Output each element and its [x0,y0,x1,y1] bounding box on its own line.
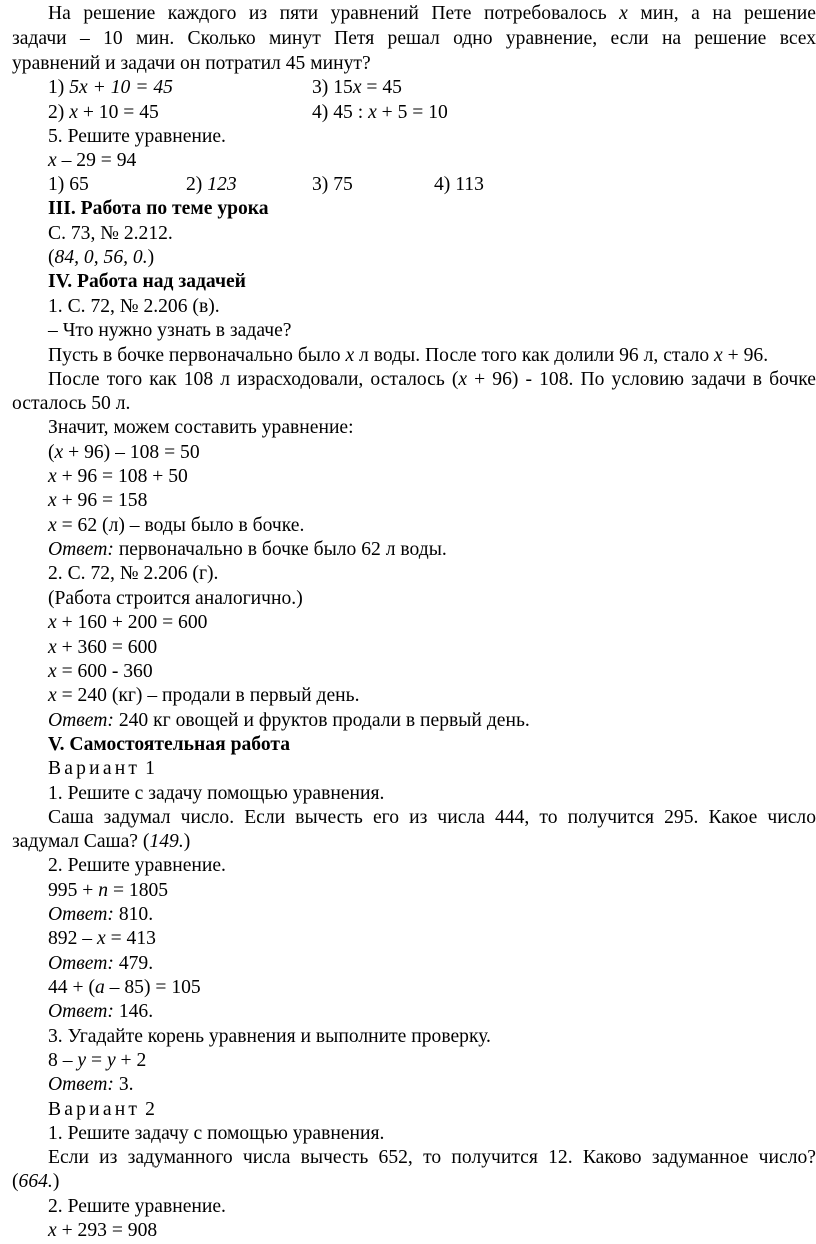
problem4-line1: На решение каждого из пяти уравнений Пете потребовалось x мин, а на решение [48,3,816,24]
section4-text3: осталось 50 л. [12,393,131,414]
problem4-option-3: 3) 15x = 45 [312,77,402,98]
variant1-eq4: 8 – y = y + 2 [48,1050,147,1071]
variant2-task2: 2. Решите уравнение. [48,1196,226,1217]
variant1-ans1: Ответ: 810. [48,904,154,925]
problem5-equation: x – 29 = 94 [48,150,137,171]
problem4-line2: задачи – 10 мин. Сколько минут Петя решал одно уравнение, если на решение всех [12,28,816,49]
problem5-option-2: 2) 123 [186,174,237,195]
variant1-eq2: 892 – x = 413 [48,928,156,949]
problem5-option-3: 3) 75 [312,174,353,195]
section5-title: V. Самостоятельная работа [48,734,291,755]
variant1-label: Вариант 1 [48,758,155,779]
problem4-line3: уравнений и задачи он потратил 45 минут? [12,53,371,74]
section4-answer2: Ответ: 240 кг овощей и фруктов продали в первый день. [48,710,530,731]
section4-eq8: x = 240 (кг) – продали в первый день. [48,685,360,706]
problem5-heading: 5. Решите уравнение. [48,126,226,147]
variant1-ans2: Ответ: 479. [48,953,154,974]
section4-title: IV. Работа над задачей [48,271,246,292]
variant2-eq1: x + 293 = 908 [48,1220,158,1241]
variant1-text2: задумал Саша? (149.) [12,831,191,852]
section4-task1: 1. С. 72, № 2.206 (в). [48,296,220,317]
section4-eq1: (x + 96) – 108 = 50 [48,442,200,463]
variant1-eq3: 44 + (a – 85) = 105 [48,977,201,998]
variant1-eq1: 995 + n = 1805 [48,880,169,901]
section4-question: – Что нужно узнать в задаче? [48,320,292,341]
section4-eq3: x + 96 = 158 [48,490,148,511]
section4-eq5: x + 160 + 200 = 600 [48,612,208,633]
section4-text4: Значит, можем составить уравнение: [48,417,354,438]
problem4-option-2: 2) x + 10 = 45 [48,102,159,123]
problem5-option-4: 4) 113 [434,174,484,195]
section4-text1: Пусть в бочке первоначально было x л воды. После того как долили 96 л, стало x + 96. [48,345,769,366]
variant1-task2: 2. Решите уравнение. [48,855,226,876]
section4-eq4: x = 62 (л) – воды было в бочке. [48,515,305,536]
variant2-text1: Если из задуманного числа вычесть 652, то получится 12. Каково задуманное число? [48,1147,816,1168]
variant1-ans3: Ответ: 146. [48,1001,154,1022]
problem5-option-1: 1) 65 [48,174,89,195]
variant1-task1: 1. Решите с задачу помощью уравнения. [48,783,385,804]
section4-task2: 2. С. 72, № 2.206 (г). [48,563,219,584]
problem4-option-4: 4) 45 : x + 5 = 10 [312,102,448,123]
section4-note: (Работа строится аналогично.) [48,588,303,609]
section3-title: III. Работа по теме урока [48,198,269,219]
section4-answer1: Ответ: первоначально в бочке было 62 л воды. [48,539,447,560]
variant2-task1: 1. Решите задачу с помощью уравнения. [48,1123,385,1144]
variant2-label: Вариант 2 [48,1099,155,1120]
variant1-ans4: Ответ: 3. [48,1074,134,1095]
section4-eq6: x + 360 = 600 [48,637,158,658]
section4-eq7: x = 600 - 360 [48,661,153,682]
problem4-option-1: 1) 5x + 10 = 45 [48,77,173,98]
variant1-text1: Саша задумал число. Если вычесть его из числа 444, то получится 295. Какое число [48,807,816,828]
variant2-text2: (664.) [12,1171,60,1192]
variant1-task3: 3. Угадайте корень уравнения и выполните проверку. [48,1026,491,1047]
section4-text2: После того как 108 л израсходовали, осталось (x + 96) - 108. По условию задачи в бочке [48,369,816,390]
section3-answer: (84, 0, 56, 0.) [48,247,155,268]
section3-ref: С. 73, № 2.212. [48,223,173,244]
section4-eq2: x + 96 = 108 + 50 [48,466,188,487]
